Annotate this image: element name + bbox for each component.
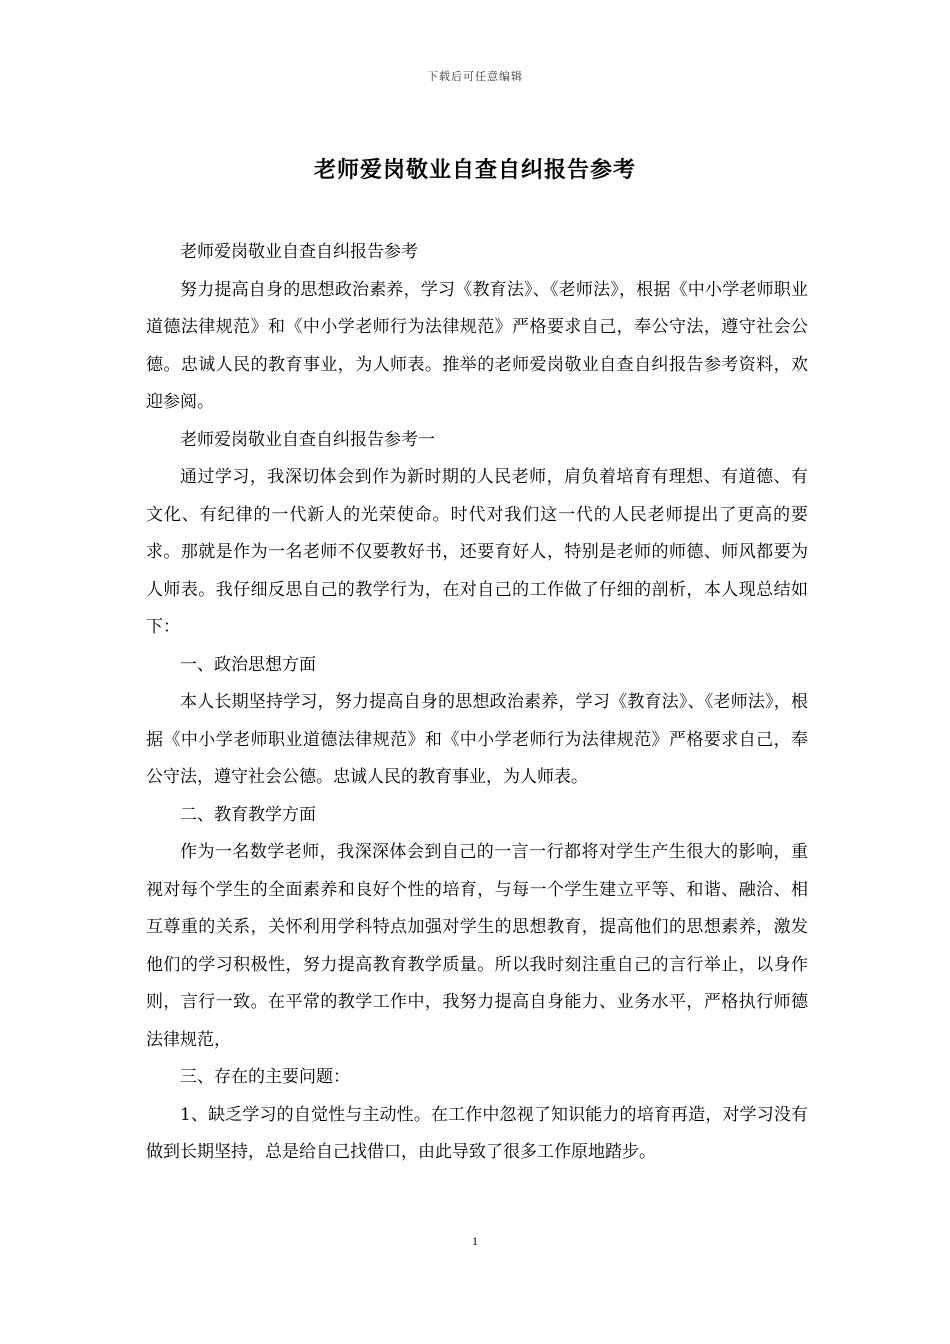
paragraph-body-problems: 1、缺乏学习的自觉性与主动性。在工作中忽视了知识能力的培育再造，对学习没有做到长期坚持，总是给自己找借口，由此导致了很多工作原地踏步。 xyxy=(146,1104,808,1162)
paragraph-body-politics: 本人长期坚持学习，努力提高自身的思想政治素养，学习《教育法》、《老师法》，根据《中小学老师职业道德法律规范》和《中小学老师行为法律规范》严格要求自己，奉公守法，遵守社会公德。忠诚人民的教育事业，为人师表。 xyxy=(146,692,808,787)
paragraph-heading-politics: 一、政治思想方面 xyxy=(180,654,316,675)
paragraph-heading-problems: 三、存在的主要问题： xyxy=(180,1067,350,1087)
paragraph-body-teaching: 作为一名数学老师，我深深体会到自己的一言一行都将对学生产生很大的影响，重视对每个学生的全面素养和良好个性的培育，与每一个学生建立平等、和谐、融洽、相互尊重的关系，关怀利用学科特点加强对学生的思想教育，提高他们的思想素养，激发他们的学习积极性，努力提高教育教学质量。所以我时刻注重自己的言行举止，以身作则，言行一致。在平常的教学工作中，我努力提高自身能力、业务水平，严格执行师德法律规范， xyxy=(146,842,808,1050)
paragraph-section-heading: 老师爱岗敬业自查自纠报告参考一 xyxy=(180,429,435,450)
paragraph-subtitle: 老师爱岗敬业自查自纠报告参考 xyxy=(180,242,418,262)
paragraph-heading-teaching: 二、教育教学方面 xyxy=(180,804,316,825)
page-number: 1 xyxy=(472,1234,478,1248)
document-title: 老师爱岗敬业自查自纠报告参考 xyxy=(313,157,636,183)
document-body xyxy=(146,234,808,1172)
paragraph-body: 通过学习，我深切体会到作为新时期的人民老师，肩负着培育有理想、有道德、有文化、有纪律的一代新人的光荣使命。时代对我们这一代的人民老师提出了更高的要求。那就是作为一名老师不仅要教好书，还要育好人，特别是老师的师德、师风都要为人师表。我仔细反思自己的教学行为，在对自己的工作做了仔细的剖析，本人现总结如下： xyxy=(146,467,808,637)
paragraph-intro: 努力提高自身的思想政治素养，学习《教育法》、《老师法》，根据《中小学老师职业道德法律规范》和《中小学老师行为法律规范》严格要求自己，奉公守法，遵守社会公德。忠诚人民的教育事业，为人师表。推举的老师爱岗敬业自查自纠报告参考资料，欢迎参阅。 xyxy=(146,279,808,412)
header-note: 下载后可任意编辑 xyxy=(427,70,523,83)
